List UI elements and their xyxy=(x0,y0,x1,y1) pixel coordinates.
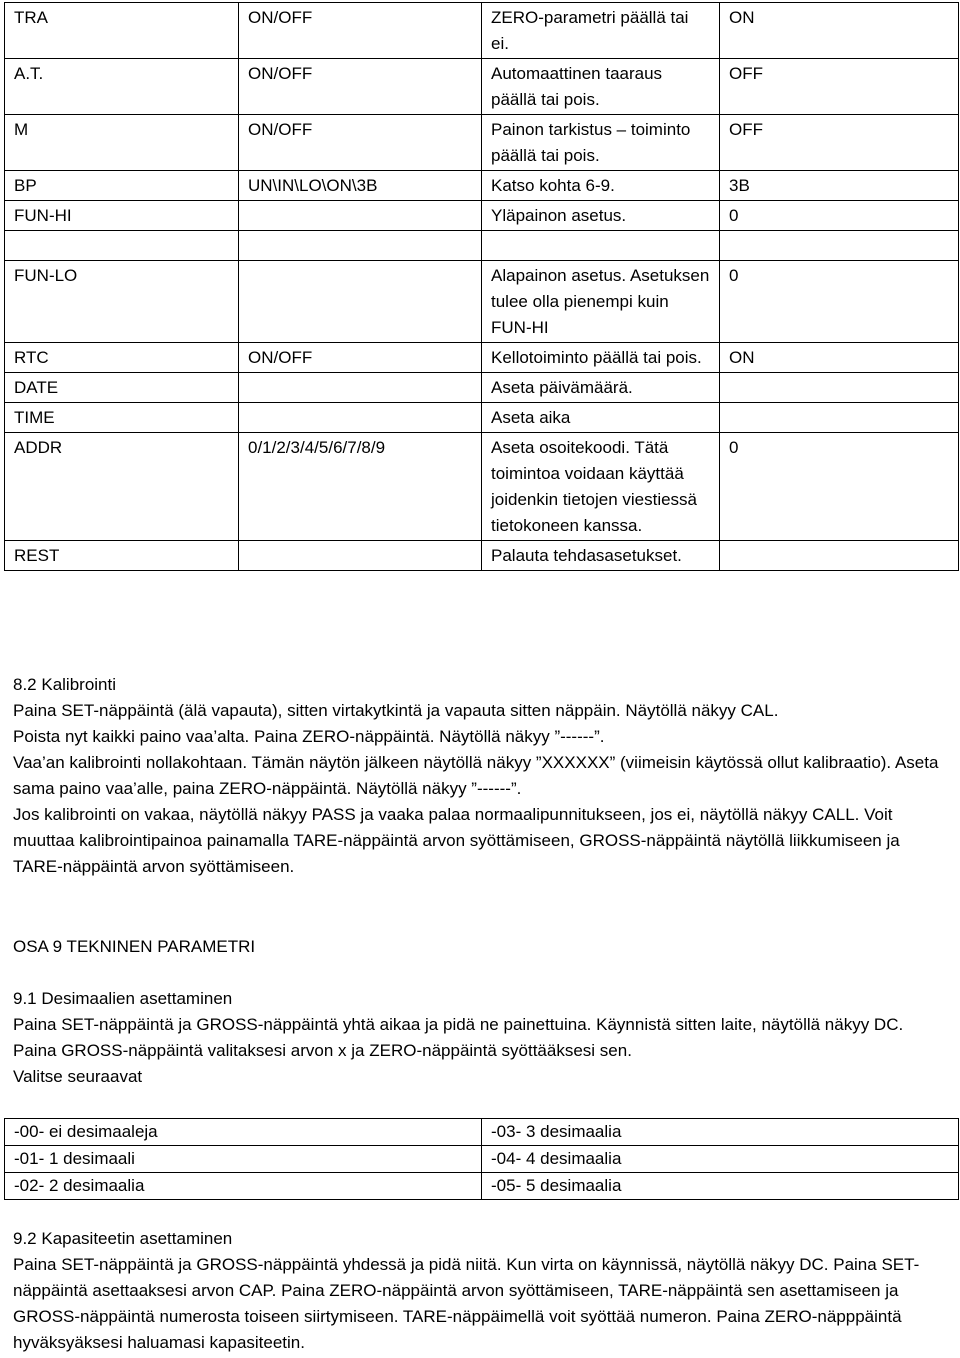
table-row xyxy=(5,1119,959,1146)
param-description: Aseta aika xyxy=(482,403,720,433)
param-default xyxy=(720,403,959,433)
param-name: DATE xyxy=(5,373,239,403)
param-options: UN\IN\LO\ON\3B xyxy=(239,171,482,201)
param-default: 3B xyxy=(720,171,959,201)
param-name: FUN-HI xyxy=(5,201,239,231)
param-options xyxy=(239,541,482,571)
paragraph-line: Vaa’an kalibrointi nollakohtaan. Tämän näytön jälkeen näytöllä näkyy ”XXXXXX” (viimeisin käytössä ollut kalibraatio). Aseta sama paino vaa’alle, paina ZERO-näppäintä. Näytöllä näkyy ”------”. xyxy=(13,753,939,798)
section-heading: 8.2 Kalibrointi xyxy=(13,675,117,694)
table-row xyxy=(5,261,959,343)
param-options: ON/OFF xyxy=(239,59,482,115)
decimal-option: -03- 3 desimaalia xyxy=(482,1119,959,1146)
table-row xyxy=(5,1146,959,1173)
param-description: Palauta tehdasasetukset. xyxy=(482,541,720,571)
param-description: ZERO-parametri päällä tai ei. xyxy=(482,3,720,59)
param-name: M xyxy=(5,115,239,171)
paragraph-line: Paina SET-näppäintä ja GROSS-näppäintä yhdessä ja pidä niitä. Kun virta on käynnissä, näytöllä näkyy DC. Paina SET-näppäintä asettaaksesi arvon CAP. Paina ZERO-näppäintä arvon syöttämiseen, TARE-näppäintä sen asettamiseen ja GROSS-näppäintä numerosta toiseen siirtymiseen. TARE-näppäimellä voit syöttää numeron. Paina ZERO-näpppäintä hyväksyäksesi haluamasi kapasiteetin. xyxy=(13,1255,920,1352)
decimal-option: -01- 1 desimaali xyxy=(5,1146,482,1173)
table-row xyxy=(5,541,959,571)
section-heading: 9.1 Desimaalien asettaminen xyxy=(13,989,233,1008)
param-options: ON/OFF xyxy=(239,343,482,373)
param-default xyxy=(720,541,959,571)
paragraph-line: Valitse seuraavat xyxy=(13,1067,143,1086)
param-default: OFF xyxy=(720,115,959,171)
param-name: A.T. xyxy=(5,59,239,115)
calibration-section xyxy=(13,672,948,880)
param-description: Katso kohta 6-9. xyxy=(482,171,720,201)
technical-parameter-section xyxy=(13,934,948,960)
table-row xyxy=(5,171,959,201)
table-row xyxy=(5,201,959,231)
param-name: BP xyxy=(5,171,239,201)
param-default: ON xyxy=(720,3,959,59)
decimal-option: -05- 5 desimaalia xyxy=(482,1173,959,1200)
param-description: Aseta osoitekoodi. Tätä toimintoa voidaan käyttää joidenkin tietojen viestiessä tietokoneen kanssa. xyxy=(482,433,720,541)
decimals-options-table xyxy=(4,1118,959,1200)
param-description: Kellotoiminto päällä tai pois. xyxy=(482,343,720,373)
decimal-option: -04- 4 desimaalia xyxy=(482,1146,959,1173)
param-name: TRA xyxy=(5,3,239,59)
decimal-option: -00- ei desimaaleja xyxy=(5,1119,482,1146)
param-options xyxy=(239,261,482,343)
table-row xyxy=(5,403,959,433)
capacity-section xyxy=(13,1226,948,1356)
table-row xyxy=(5,231,959,261)
table-row xyxy=(5,1173,959,1200)
param-default xyxy=(720,231,959,261)
param-description: Automaattinen taaraus päällä tai pois. xyxy=(482,59,720,115)
table-row xyxy=(5,373,959,403)
parameters-table-body xyxy=(5,3,959,571)
param-description: Yläpainon asetus. xyxy=(482,201,720,231)
section-heading: OSA 9 TEKNINEN PARAMETRI xyxy=(13,937,256,956)
table-row xyxy=(5,59,959,115)
param-options xyxy=(239,201,482,231)
table-row xyxy=(5,343,959,373)
param-default: 0 xyxy=(720,433,959,541)
decimals-section xyxy=(13,986,948,1090)
paragraph-line: Poista nyt kaikki paino vaa’alta. Paina ZERO-näppäintä. Näytöllä näkyy ”------”. xyxy=(13,727,605,746)
param-options: 0/1/2/3/4/5/6/7/8/9 xyxy=(239,433,482,541)
paragraph-line: Paina SET-näppäintä ja GROSS-näppäintä yhtä aikaa ja pidä ne painettuina. Käynnistä sitten laite, näytöllä näkyy DC. Paina GROSS-näppäintä valitaksesi arvon x ja ZERO-näppäintä syöttääksesi sen. xyxy=(13,1015,904,1060)
paragraph-line: Jos kalibrointi on vakaa, näytöllä näkyy PASS ja vaaka palaa normaalipunnitukseen, jos ei, näytöllä näkyy CALL. Voit muuttaa kalibrointipainoa painamalla TARE-näppäintä arvon syöttämiseen, GROSS-näppäintä näytöllä liikkumiseen ja TARE-näppäintä arvon syöttämiseen. xyxy=(13,805,900,876)
paragraph-line: Paina SET-näppäintä (älä vapauta), sitten virtakytkintä ja vapauta sitten näppäin. Näytöllä näkyy CAL. xyxy=(13,701,779,720)
param-options: ON/OFF xyxy=(239,3,482,59)
parameters-table xyxy=(4,2,959,571)
param-default: 0 xyxy=(720,261,959,343)
table-row xyxy=(5,433,959,541)
param-default xyxy=(720,373,959,403)
param-name xyxy=(5,231,239,261)
param-options xyxy=(239,403,482,433)
param-default: OFF xyxy=(720,59,959,115)
section-heading: 9.2 Kapasiteetin asettaminen xyxy=(13,1229,233,1248)
param-description xyxy=(482,231,720,261)
param-options xyxy=(239,373,482,403)
param-name: RTC xyxy=(5,343,239,373)
param-default: ON xyxy=(720,343,959,373)
param-default: 0 xyxy=(720,201,959,231)
table-row xyxy=(5,115,959,171)
param-description: Aseta päivämäärä. xyxy=(482,373,720,403)
param-description: Alapainon asetus. Asetuksen tulee olla pienempi kuin FUN-HI xyxy=(482,261,720,343)
param-name: REST xyxy=(5,541,239,571)
param-options xyxy=(239,231,482,261)
param-description: Painon tarkistus – toiminto päällä tai pois. xyxy=(482,115,720,171)
param-options: ON/OFF xyxy=(239,115,482,171)
decimal-option: -02- 2 desimaalia xyxy=(5,1173,482,1200)
table-row xyxy=(5,3,959,59)
param-name: FUN-LO xyxy=(5,261,239,343)
param-name: ADDR xyxy=(5,433,239,541)
param-name: TIME xyxy=(5,403,239,433)
